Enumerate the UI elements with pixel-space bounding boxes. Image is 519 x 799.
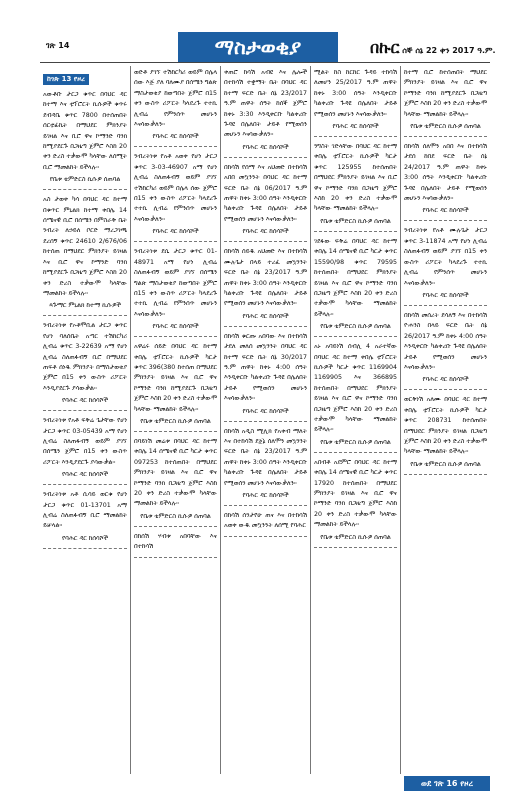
notice — [224, 245, 307, 326]
notice — [224, 66, 307, 158]
notice — [134, 66, 217, 147]
notice-text: ወድቶ ያገኘ ተሽከርካሪ ወይም በሌላ ሰው እጅ ያለ ባለሙያ በሰሜን ግልጽ ማስታወቂያ ከወጣበት ጀምሮ በ15 ቀን ውስጥ ሪፖርት ካላደረጉ ተተኪ ሊብሬ የምንሰጥ መሆኑን እናሳውቃለን፡፡ — [134, 69, 217, 129]
notice — [314, 140, 397, 232]
column-4 — [310, 66, 400, 774]
notice-text: ንግስት ገድላቸው በባህር ዳር ከተማ ቀበሌ ቲፕሮርት ኪሱዎች ካርታ ቁጥር 125955 ከተሰጠበት በማህደር ምክንያት ይገዛል እና ቢሮ ዋና ኮማንድ ባንክ በጋዜጣ ጀምሮ እስከ 20 ቀን ድረስ ተቃውሞ ካላቸው ማመልከት ይችላሉ፡፡ — [314, 143, 397, 213]
notice-text: ንብረትነቱ የአቶ ሙሉጌታ ታርጋ ቁጥር 3-11874 አማ የሆነ ሊብሬ ስለጠፋብኝ ወይም ያገኘ በ15 ቀን ውስጥ ሪፖርት ካላደረጉ ተተኪ ሊብሬ የምንሰጥ መሆኑን እናሳውቃለን፡፡ — [404, 227, 487, 287]
notice-text: ንብረትነቱ የኦቶሞቢል ታርጋ ቁጥር የሆነ ባለሰቤት አጣር ተሽከርካሪ ሊብሬ ቁጥር 3-22639 አማ የሆነ ሊብሬ ስለጠፋብኝ ቢሮ በማህደር ጠፍቶ ሰነዱ ምክንያት በማስታወቂያ ጀምሮ በ15 ቀን ውስጥ ሪፖርት እንዲያደርጉ ያሳውቃል፡፡ — [43, 322, 127, 392]
continued-tag: ወደ ገጽ 16 የዞረ — [404, 776, 490, 791]
notice-signature: የባሕር ዳር ከሰሳሾች — [242, 143, 289, 151]
notice — [314, 66, 397, 137]
notice-signature: የባሕር ዳር ከሰሳሾች — [62, 397, 108, 405]
notice — [404, 140, 487, 221]
notice — [224, 425, 307, 506]
notice-text: በከሰሽ ሃብቱ አበባቸው እና በተከሳሽ — [134, 532, 217, 551]
notice-signature: የቤቱ ቴምድርስ ኪሱዎ ሰጠባል — [320, 217, 391, 225]
notice-text: ንብረትነቱ የአቶ አወቀ የሆነ ታርጋ ቁጥር 3-03-46907 አማ የሆነ ሊብሬ ስለጠፋብኝ ወይም ያገኘ ተሽከርካሪ ወይም በሌላ ሰው ጀምሮ በ15 ቀን ውስጥ ሪፖርት ካላደረጉ ተተኪ ሊብሬ የምንሰጥ መሆኑን እናሳውቃለን፡፡ — [134, 153, 217, 223]
notice-text: አኑ አባይነሽ ሰብሊ 4 አራተኛው በባህር ዳር ከተማ ቀበሌ ቲፕሮርት ኪሱዎች ካርታ ቁጥር 1169904 1169905 እና 366895 ከተሰጠበት በማህደር ምክንያት ይገዛል እና ቢሮ ዋና ኮማንድ ባንክ በጋዜጣ ጀምሮ እስከ 20 ቀን ድረስ ተቃውሞ ካላቸው ማመልከት ይችላሉ፡፡ — [314, 343, 397, 434]
notice-signature: የቤቱ ቴምድርስ ኪሱዎ ሰጠባል — [140, 512, 211, 520]
notice-signature: የባሕር ዳር ከሰሳሾች — [152, 133, 199, 141]
notice — [43, 193, 127, 316]
notice-signature: የቤቱ ቴምድርስ ኪሱዎ ሰጠባል — [410, 123, 481, 131]
notice-text: በከሳሽ የሰማ እና አህመድ በተከሳሽ አበበ መኳንንት በባህር ዳር ከተማ ፍርድ ቤት ሰኔ 06/2017 ዓ.ም ጠዋት ከቀኑ 3:00 ሰዓት እንዲቀርቡ ካልቀረቡ ጉዳዩ በሌለበት ታይቶ የሚወሰን መሆኑን እናሳውቃለን፡፡ — [224, 163, 307, 223]
notice-text: በባይነሽ መሬቱ በባህር ዳር ከተማ ቀበሌ 14 ሰሜናዊ ቢሮ ካርታ ቁጥር 097253 ከተሰጠበት በማህደር ምክንያት ይገዛል እና ቢሮ ዋና ኮማንድ ባንክ በጋዜጣ ጀምሮ እስከ 20 ቀን ድረስ ተቃውሞ ካላቸው ማመልከት ይችላሉ፡፡ — [134, 437, 217, 508]
notice — [314, 456, 397, 548]
notice-text: አውቶቡ ታርጋ ቁጥር በባህር ዳር ከተማ እና ቲፕሮርት ኪሱዎች ቁጥሩ ደብዳቤ ቁጥር 7800 በተሰጠበት ሰርቲፊኬት በማህደር ምክንያት ይገዛል እና ቢሮ ዋና ኮማንድ ባንክ ከሚያደርጉ በጋዜጣ ጀምሮ እስከ 20 ቀን ድረስ ተቃውሞ ካላቸው ለሰሚት ቢሮ ማመልከት ይችላሉ፡፡ — [43, 91, 127, 171]
notice-text: በከሳሽ መሰረት ደሳለኝ እና በተከሳሽ ዮሐንስ በላይ ፍርድ ቤት ሰኔ 26/2017 ዓ.ም ከቀኑ 4:00 ሰዓት እንዲቀርቡ ካልቀረቡ ጉዳዩ በሌለበት ታይቶ የሚወሰን መሆኑን እናሳውቃለን፡፡ — [404, 311, 487, 371]
notice-text: ወርቅነሽ አለሙ በባህር ዳር ከተማ ቀበሌ ቲፕሮርት ኪሱዎች ካርታ ቁጥር 208731 ከተሰጠበት በማህደር ምክንያት ይገዛል በጋዜጣ ጀምሮ እስከ 20 ቀን ድረስ ተቃውሞ ካላቸው ማመልከት ይችላሉ፡፡ — [404, 396, 487, 456]
notice — [43, 88, 127, 190]
notice-text: ንብረትነቱ የአቶ ፍቅሬ ጌታቸው የሆነ ታርጋ ቁጥር 03-05439 አማ የሆነ ሊብሬ ስለጠፋብኝ ወይም ያገኘ በሰሜን ጀምሮ በ15 ቀን ውስጥ ሪፖርት እንዲያደርጉ ያሳውቃል፡፡ — [43, 417, 127, 466]
paper-name: በኩር — [370, 38, 400, 57]
notice — [224, 161, 307, 242]
notice-columns — [40, 66, 490, 774]
notice-text: ሚልት ከስ ከርከር ጉዳይ ተከሳሽ ለመሆን 25/2017 ዓ.ም ጠዋት ከቀኑ 3:00 ሰዓት እንዲቀርቡ ካልቀረቡ ጉዳዩ በሌለበት ታይቶ የሚወሰን መሆኑን እናሳውቃለን፡፡ — [314, 69, 397, 118]
notice — [43, 414, 127, 485]
notice-signature: ጻጉማር ምኒልክ ከተማ ኪሱዎች — [49, 302, 121, 310]
notice — [404, 393, 487, 474]
notice-signature: የባሕር ዳር ከሰሳሾች — [152, 323, 199, 331]
section-tag: ከገጽ 13 የዞረ — [43, 74, 89, 85]
notice — [43, 319, 127, 411]
notice — [224, 330, 307, 422]
notice — [134, 530, 217, 558]
notice-text: ከተማ ቢሮ ከተሰጠበት ማህደር ምክንያት ይገዛል እና ቢሮ ዋና ኮማንድ ባንክ ከሚያደርጉ በጋዜጣ ጀምሮ እስከ 20 ቀን ድረስ ተቃውሞ ካላቸው ማመልከት ይችላሉ፡፡ — [404, 69, 487, 118]
masthead-title: ማስታወቂያ — [178, 32, 338, 62]
notice-signature: የባሕር ዳር ከሰሳሾች — [422, 376, 469, 384]
notice — [43, 488, 127, 549]
notice-text: ንብረትነቱ አቶ ሲሳይ ወርቁ የሆነ ታርጋ ቁጥር 01-13701 አማ ሊብሬ ስለጠፋብኝ ቢሮ ማመልከት ይቻላል፡፡ — [43, 491, 127, 530]
notice-text: ንብረትነቱ ደሴ ታርጋ ቁጥር 01-48971 አማ የሆነ ሊብሬ ስለጠፋብኝ ወይም ያገኘ በሰሜን ግልጽ ማስታወቂያ ከወጣበት ጀምሮ በ15 ቀን ውስጥ ሪፖርት ካላደረጉ ተተኪ ሊብሬ የምንሰጥ መሆኑን እናሳውቃለን፡፡ — [134, 248, 217, 318]
notice-text: በከሳሽ አዲስ ሚሊክ የአቀብ ማለት እና በተከሳሽ ደጀኔ ሰለሞን መኳንንት ፍርድ ቤት ሰኔ 23/2017 ዓ.ም ጠዋት ከቀኑ 3:00 ሰዓት እንዲቀርቡ ካልቀረቡ ጉዳዩ በሌለበት ታይቶ የሚወሰን መሆኑን እናሳውቃለን፡፡ — [224, 427, 307, 487]
notice — [224, 509, 307, 537]
notice-text: በከሳሽ ሰንታየሁ ጠና እና በተከሳሽ አወቀ ውዱ መኳንንት ለሰሚ የባሕር — [224, 512, 307, 530]
column-3 — [220, 66, 310, 774]
notice-signature: የባሕር ዳር ከሰሳሾች — [242, 492, 289, 499]
notice — [404, 66, 487, 137]
notice-text: ቀጠሮ ከሳሽ አብዩ እና ሌሎች በተከሳሽ ተቋማት ቤት በባህር ዳር ከተማ ፍርድ ቤት ሰኔ 23/2017 ዓ.ም ጠዋት ሰዓት ከሰኞ ጀምሮ ከቀኑ 3:30 እንዲቀርቡ ካልቀረቡ ጉዳዩ በሌለበት ታይቶ የሚወሰን መሆኑን እናሳውቃለን፡፡ — [224, 69, 307, 139]
notice-signature: የቤቱ ቴምድርስ ኪሱዎ ሰጠባል — [320, 438, 391, 446]
notice-text: በከሳሽ ሰይዱ አህመድ እና በተከሳሽ ሙሉጌታ በላይ ተረፈ መኳንንት ፍርድ ቤት ሰኔ 23/2017 ዓ.ም ጠዋት ከቀኑ 3:00 ሰዓት እንዲቀርቡ ካልቀረቡ ጉዳዩ በሌለበት ታይቶ የሚወሰን መሆኑን እናሳውቃለን፡፡ — [224, 248, 307, 308]
notice-signature: የባሕር ዳር ከሰሳሾች — [242, 312, 289, 320]
notice-text: ገደፋው ፍቅሬ በባህር ዳር ከተማ ቀበሌ 14 ሰሜናዊ ቢሮ ካርታ ቁጥር 15590/98 ቁጥር 79595 ከተሰጠበት በማህደር ምክንያት ይገዛል እና ቢሮ ዋና ኮማንድ ባንክ በጋዜጣ ጀምሮ እስከ 20 ቀን ድረስ ተቃውሞ ካላቸው ማመልከት ይችላሉ፡፡ — [314, 237, 397, 318]
notice-signature: የባሕር ዳር ከሰሳሾች — [332, 123, 379, 131]
issue-line — [370, 38, 496, 58]
notice-signature: የባሕር ዳር ከሰሳሾች — [152, 228, 199, 236]
notice — [404, 309, 487, 390]
notice — [134, 245, 217, 337]
notice-text: አበብቶ አደምሮ በባህር ዳር ከተማ ቀበሌ 14 ሰሜናዊ ቢሮ ካርታ ቁጥር 17920 ከተሰጠበት በማህደር ምክንያት ይገዛል እና ቢሮ ዋና ኮማንድ ባንክ በጋዜጣ ጀምሮ እስከ 20 ቀን ድረስ ተቃውሞ ካላቸው ማመልከት ይችላሉ፡፡ — [314, 458, 397, 529]
notice — [134, 150, 217, 242]
page-number: ገጽ 14 — [46, 41, 70, 50]
notice-signature: የባሕር ዳር ከሰሳሾች — [422, 207, 469, 215]
notice — [314, 340, 397, 453]
notice — [404, 224, 487, 305]
notice-signature: የባሕር ዳር ከሰሳሾች — [242, 407, 289, 415]
notice-text: በከሳሽ ሰለሞን አበበ እና በተከሳሽ ታደሰ ከበደ ፍርድ ቤት ሰኔ 24/2017 ዓ.ም ጠዋት ከቀኑ 3:00 ሰዓት እንዲቀርቡ ካልቀረቡ ጉዳዩ በሌለበት ታይቶ የሚወሰን መሆኑን እናሳውቃለን፡፡ — [404, 143, 487, 203]
notice-signature: የባሕር ዳር ከሰሳሾች — [62, 471, 108, 479]
header-rule — [40, 62, 490, 63]
notice-signature: የቤቱ ቴምድርስ ኪሱዎ ሰጠባል — [320, 323, 391, 331]
notice-signature: የባሕር ዳር ከሰሳሾች — [242, 228, 289, 236]
notice-signature: የባሕር ዳር ከሰሳሾች — [422, 291, 469, 299]
column-5 — [400, 66, 490, 774]
notice-signature: የቤቱ ቴምድርስ ኪሱዎ ሰጠባል — [140, 417, 211, 425]
notice-signature: የቤቱ ቴምድርስ ኪሱዎ ሰጠባል — [49, 176, 121, 184]
notice-signature: የቤቱ ቴምድርስ ኪሱዎ ሰጠባል — [410, 460, 481, 468]
notice-signature: የባሕር ዳር ከሰሳሾች — [62, 534, 108, 542]
column-1 — [40, 66, 130, 774]
notice — [314, 235, 397, 337]
notice-signature: የቤቱ ቴምድርስ ኪሱዎ ሰጠባል — [320, 533, 391, 541]
notice-text: አዋሬሩ ሰይድ በባህር ዳር ከተማ ቀበሌ ቲፕሮርት ኪሱዎች ካርታ ቁጥር 396(380 ከተሰጠ በማህደር ምክንያት ይገዛል እና ቢሮ ዋና ኮማንድ ባንክ ከሚያደርጉ በጋዜጣ ጀምሮ እስከ 20 ቀን ድረስ ተቃውሞ ካላቸው ማመልከት ይችላሉ፡፡ — [134, 343, 217, 413]
notice-text: በከሳሽ ቁርጡ አበባው እና በተከሳሽ ታደለ መለሰ መኳንንት በባህር ዳር ከተማ ፍርድ ቤት ሰኔ 30/2017 ዓ.ም ጠዋት ከቀኑ 4:00 ሰዓት እንዲቀርቡ ካልቀረቡ ጉዳዩ በሌለበት ታይቶ የሚወሰን መሆኑን እናሳውቃለን፡፡ — [224, 332, 307, 403]
issue-date: ሰኞ ሰኔ 22 ቀን 2017 ዓ.ም. — [402, 46, 496, 55]
notice — [134, 435, 217, 527]
notice-text: አስ ታወቀ ካሳ በባህር ዳር ከተማ በቁጥር ምኒልክ ከተማ ቀበሌ 14 ሰሜናዊ ቢሮ በሰሜን በምስራቅ ቤት ንብረት ለኃይለ ቦርድ ማረጋገጫ ደረሰኝ ቁጥር 24610 2/676/06 ከተሰጠ በማህደር ምክንያት ይገዛል እና ቢሮ ዋና ኮማንድ ባንክ ከሚያደርጉ በጋዜጣ ጀምሮ እስከ 20 ቀን ድረስ ተቃውሞ ካላቸው ማመልከት ይችላሉ፡፡ — [43, 196, 127, 297]
notice — [134, 340, 217, 432]
column-2 — [130, 66, 220, 774]
